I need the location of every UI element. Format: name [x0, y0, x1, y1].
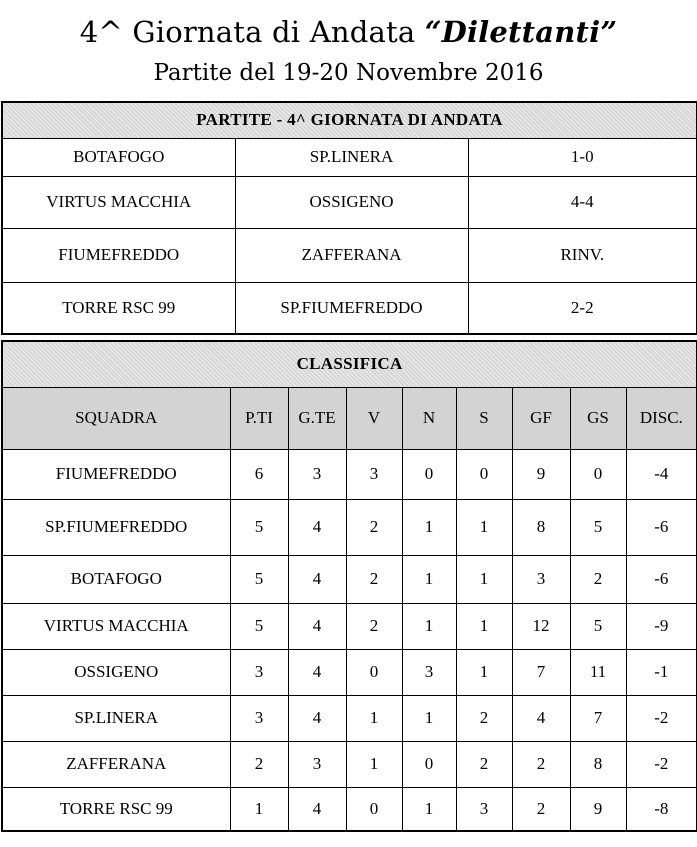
match-row — [2, 176, 697, 228]
games-played: 4 — [288, 695, 346, 741]
match-away: SP.FIUMEFREDDO — [235, 282, 468, 334]
goals-against: 9 — [570, 787, 626, 831]
match-home: TORRE RSC 99 — [2, 282, 235, 334]
points: 6 — [230, 449, 288, 499]
match-row — [2, 228, 697, 282]
losses: 0 — [456, 449, 512, 499]
match-away: ZAFFERANA — [235, 228, 468, 282]
points: 5 — [230, 499, 288, 555]
discipline: -6 — [626, 499, 697, 555]
points: 5 — [230, 555, 288, 603]
draws: 1 — [402, 695, 456, 741]
points: 5 — [230, 603, 288, 649]
goals-against: 5 — [570, 603, 626, 649]
draws: 1 — [402, 787, 456, 831]
discipline: -9 — [626, 603, 697, 649]
points: 2 — [230, 741, 288, 787]
table-row — [2, 603, 697, 649]
games-played: 3 — [288, 741, 346, 787]
match-result: RINV. — [468, 228, 697, 282]
games-played: 4 — [288, 787, 346, 831]
standings-header-row — [2, 387, 697, 449]
goals-for: 2 — [512, 787, 570, 831]
draws: 0 — [402, 741, 456, 787]
match-away: SP.LINERA — [235, 138, 468, 176]
column-header: V — [346, 387, 402, 449]
match-home: FIUMEFREDDO — [2, 228, 235, 282]
goals-for: 9 — [512, 449, 570, 499]
match-result: 1-0 — [468, 138, 697, 176]
points: 1 — [230, 787, 288, 831]
goals-against: 5 — [570, 499, 626, 555]
column-header: P.TI — [230, 387, 288, 449]
wins: 2 — [346, 555, 402, 603]
games-played: 4 — [288, 649, 346, 695]
title-text: 4^ Giornata di Andata — [79, 15, 425, 49]
discipline: -1 — [626, 649, 697, 695]
team-name: OSSIGENO — [2, 649, 230, 695]
losses: 1 — [456, 499, 512, 555]
draws: 1 — [402, 499, 456, 555]
goals-for: 3 — [512, 555, 570, 603]
table-row — [2, 649, 697, 695]
team-name: VIRTUS MACCHIA — [2, 603, 230, 649]
goals-for: 8 — [512, 499, 570, 555]
column-header: S — [456, 387, 512, 449]
wins: 0 — [346, 787, 402, 831]
points: 3 — [230, 649, 288, 695]
goals-for: 2 — [512, 741, 570, 787]
losses: 2 — [456, 741, 512, 787]
page-title — [0, 14, 697, 50]
column-header: DISC. — [626, 387, 697, 449]
discipline: -8 — [626, 787, 697, 831]
goals-for: 4 — [512, 695, 570, 741]
losses: 3 — [456, 787, 512, 831]
losses: 1 — [456, 555, 512, 603]
team-name: FIUMEFREDDO — [2, 449, 230, 499]
wins: 0 — [346, 649, 402, 695]
team-name: SP.LINERA — [2, 695, 230, 741]
column-header: GS — [570, 387, 626, 449]
goals-against: 11 — [570, 649, 626, 695]
losses: 1 — [456, 649, 512, 695]
column-header: N — [402, 387, 456, 449]
team-name: ZAFFERANA — [2, 741, 230, 787]
matches-table — [1, 101, 697, 335]
team-name: TORRE RSC 99 — [2, 787, 230, 831]
points: 3 — [230, 695, 288, 741]
goals-against: 8 — [570, 741, 626, 787]
matches-heading: PARTITE - 4^ GIORNATA DI ANDATA — [2, 102, 697, 138]
team-name: SP.FIUMEFREDDO — [2, 499, 230, 555]
table-row — [2, 499, 697, 555]
match-row — [2, 282, 697, 334]
wins: 2 — [346, 603, 402, 649]
wins: 1 — [346, 741, 402, 787]
wins: 3 — [346, 449, 402, 499]
table-row — [2, 695, 697, 741]
table-row — [2, 787, 697, 831]
table-row — [2, 741, 697, 787]
match-result: 2-2 — [468, 282, 697, 334]
column-header: SQUADRA — [2, 387, 230, 449]
losses: 2 — [456, 695, 512, 741]
draws: 1 — [402, 603, 456, 649]
games-played: 4 — [288, 603, 346, 649]
title-emphasis: “Dilettanti” — [424, 15, 618, 49]
discipline: -2 — [626, 695, 697, 741]
table-row — [2, 555, 697, 603]
team-name: BOTAFOGO — [2, 555, 230, 603]
losses: 1 — [456, 603, 512, 649]
wins: 1 — [346, 695, 402, 741]
wins: 2 — [346, 499, 402, 555]
draws: 0 — [402, 449, 456, 499]
goals-for: 7 — [512, 649, 570, 695]
draws: 1 — [402, 555, 456, 603]
games-played: 3 — [288, 449, 346, 499]
discipline: -6 — [626, 555, 697, 603]
games-played: 4 — [288, 499, 346, 555]
goals-against: 2 — [570, 555, 626, 603]
goals-for: 12 — [512, 603, 570, 649]
column-header: G.TE — [288, 387, 346, 449]
column-header: GF — [512, 387, 570, 449]
discipline: -2 — [626, 741, 697, 787]
match-row — [2, 138, 697, 176]
goals-against: 0 — [570, 449, 626, 499]
match-away: OSSIGENO — [235, 176, 468, 228]
draws: 3 — [402, 649, 456, 695]
games-played: 4 — [288, 555, 346, 603]
match-home: BOTAFOGO — [2, 138, 235, 176]
match-result: 4-4 — [468, 176, 697, 228]
table-row — [2, 449, 697, 499]
standings-table — [1, 340, 697, 832]
discipline: -4 — [626, 449, 697, 499]
standings-heading: CLASSIFICA — [2, 341, 697, 387]
goals-against: 7 — [570, 695, 626, 741]
page-subtitle: Partite del 19-20 Novembre 2016 — [153, 60, 544, 86]
match-home: VIRTUS MACCHIA — [2, 176, 235, 228]
